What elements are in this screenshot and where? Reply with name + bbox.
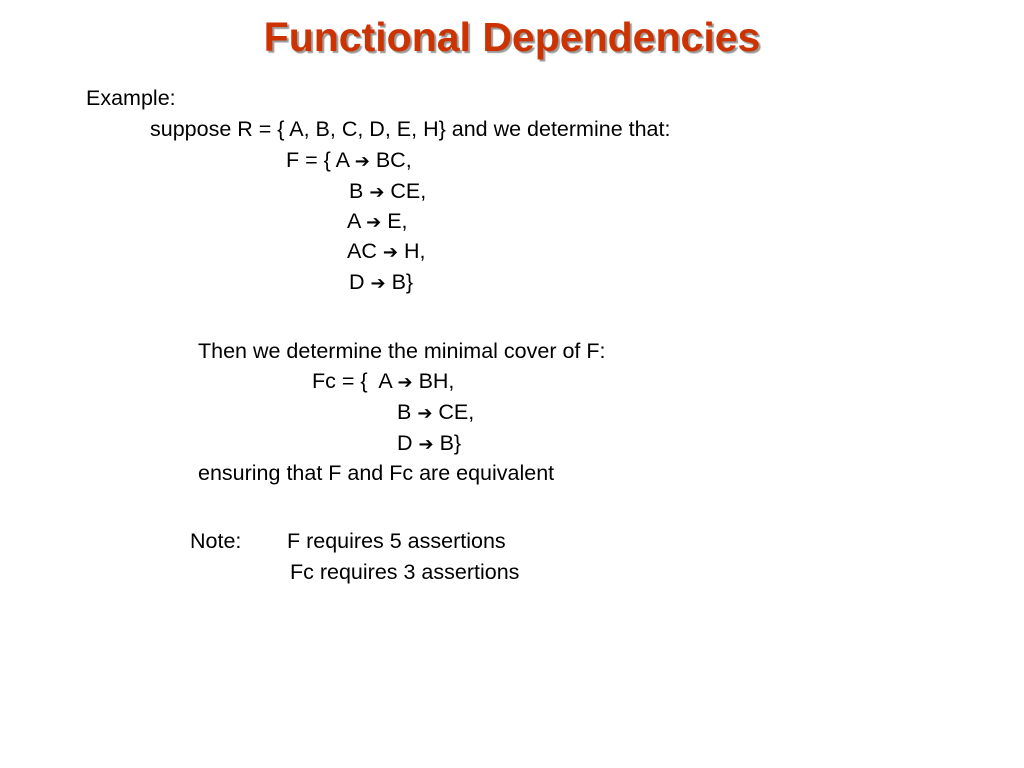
f-fd-lhs: A xyxy=(335,148,349,172)
right-arrow-icon: ➔ xyxy=(382,242,398,263)
fc-fd-3 xyxy=(397,430,461,458)
slide-title: Functional Dependencies xyxy=(263,14,761,60)
f-fd-rhs: BC, xyxy=(375,148,412,172)
f-fd-rhs: B} xyxy=(391,270,414,294)
f-fd-4 xyxy=(347,238,425,266)
right-arrow-icon: ➔ xyxy=(370,273,386,294)
f-fd-5 xyxy=(349,269,413,297)
right-arrow-icon: ➔ xyxy=(366,212,382,233)
f-fd-rhs: H, xyxy=(403,239,426,263)
fc-fd-lhs: B xyxy=(397,400,412,424)
fc-open-brace: Fc = { xyxy=(312,369,368,393)
f-fd-lhs: D xyxy=(349,270,365,294)
minimal-cover-intro: Then we determine the minimal cover of F: xyxy=(198,339,606,363)
fc-fd-2 xyxy=(397,399,474,427)
fc-fd-rhs: CE, xyxy=(438,400,475,424)
f-fd-3 xyxy=(347,208,408,236)
fc-fd-rhs: B} xyxy=(439,431,462,455)
right-arrow-icon: ➔ xyxy=(369,182,385,203)
note-label: Note: xyxy=(190,529,242,553)
f-open-brace: F = { xyxy=(286,148,331,172)
note-line-2: Fc requires 3 assertions xyxy=(290,560,520,584)
f-fd-2 xyxy=(349,178,426,206)
fc-fd-lhs: D xyxy=(397,431,413,455)
right-arrow-icon: ➔ xyxy=(417,403,433,424)
f-fd-rhs: CE, xyxy=(390,179,427,203)
suppose-line: suppose R = { A, B, C, D, E, H} and we determine that: xyxy=(150,117,671,141)
f-fd-1 xyxy=(286,147,412,175)
right-arrow-icon: ➔ xyxy=(397,372,413,393)
fc-fd-lhs: A xyxy=(378,369,392,393)
fc-fd-1 xyxy=(312,368,454,396)
f-fd-lhs: AC xyxy=(347,239,377,263)
note-line-1: F requires 5 assertions xyxy=(287,529,506,553)
example-label: Example: xyxy=(86,86,176,110)
right-arrow-icon: ➔ xyxy=(354,151,370,172)
f-fd-lhs: B xyxy=(349,179,364,203)
fc-fd-rhs: BH, xyxy=(418,369,455,393)
f-fd-rhs: E, xyxy=(387,209,408,233)
f-fd-lhs: A xyxy=(347,209,361,233)
equivalence-line: ensuring that F and Fc are equivalent xyxy=(198,461,555,485)
right-arrow-icon: ➔ xyxy=(418,434,434,455)
